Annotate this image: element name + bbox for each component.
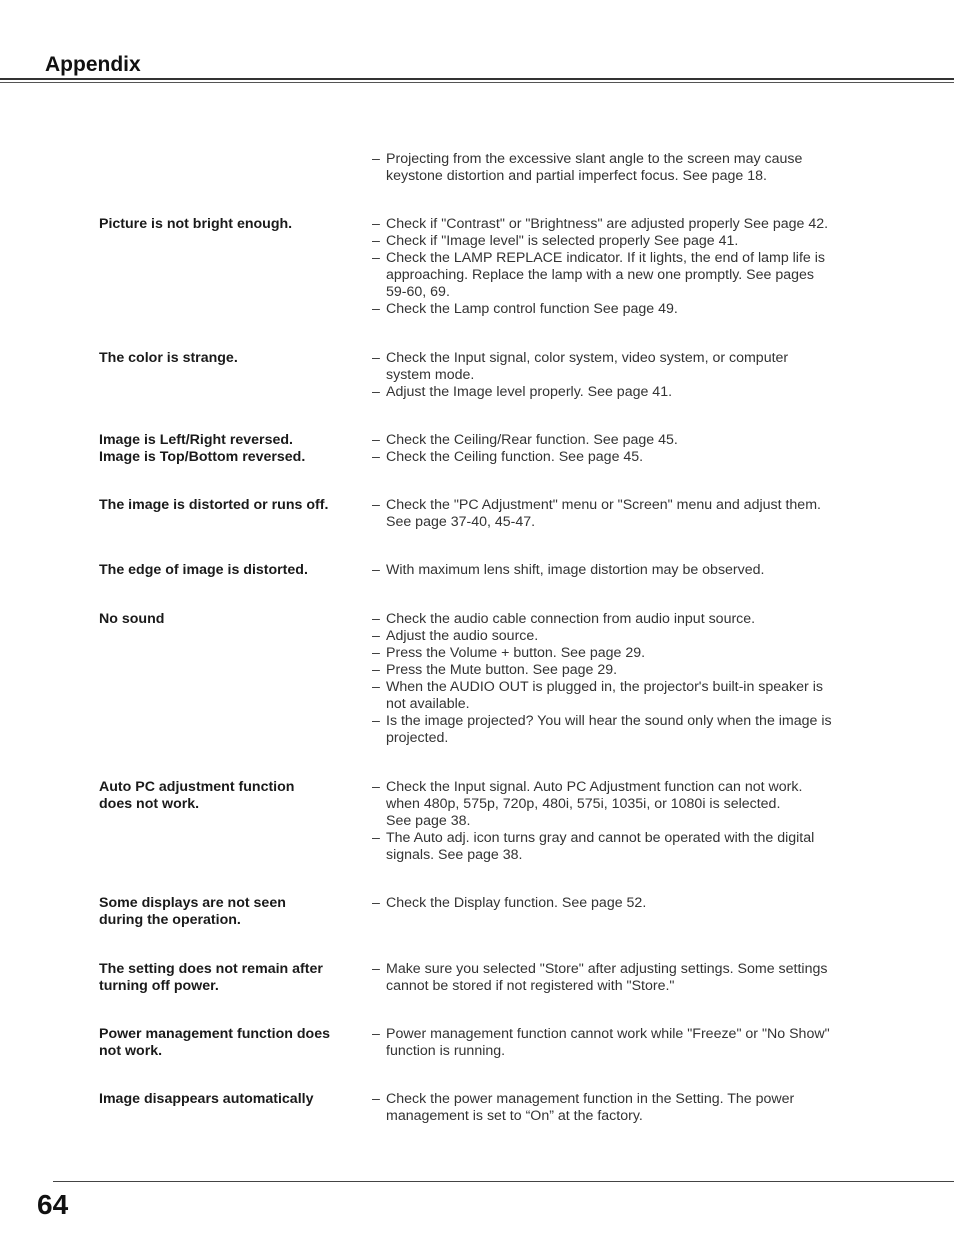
solution-line: Check the audio cable connection from audio input source. — [386, 611, 756, 627]
solution-list — [372, 151, 892, 185]
dash-bullet: – — [372, 895, 380, 911]
problem-line: not work. — [99, 1043, 163, 1059]
problem-line: The color is strange. — [99, 350, 238, 366]
problem-line: Image disappears automatically — [99, 1091, 314, 1107]
solution-text — [386, 628, 892, 645]
solution-line: Projecting from the excessive slant angle to the screen may cause — [386, 151, 803, 167]
dash-bullet: – — [372, 562, 380, 578]
solution-line: Is the image projected? You will hear the sound only when the image is — [386, 713, 832, 729]
problem-label — [99, 1026, 364, 1060]
solution-item — [372, 1026, 892, 1060]
problem-label — [99, 611, 364, 628]
problem-label — [99, 961, 364, 995]
solution-list — [372, 1091, 892, 1125]
solution-item — [372, 895, 892, 912]
solution-line: Check if "Contrast" or "Brightness" are adjusted properly See page 42. — [386, 216, 829, 232]
solution-text — [386, 645, 892, 662]
solution-text — [386, 611, 892, 628]
solution-line: cannot be stored if not registered with "Store." — [386, 978, 675, 994]
solution-list — [372, 497, 892, 531]
solution-line: when 480p, 575p, 720p, 480i, 575i, 1035i, or 1080i is selected. — [386, 796, 781, 812]
solution-line: Check the Ceiling/Rear function. See page 45. — [386, 432, 678, 448]
dash-bullet: – — [372, 432, 380, 448]
solution-line: projected. — [386, 730, 449, 746]
solution-text — [386, 250, 892, 301]
solution-text — [386, 432, 892, 449]
solution-text — [386, 449, 892, 466]
dash-bullet: – — [372, 301, 380, 317]
solution-item — [372, 432, 892, 449]
solution-item — [372, 645, 892, 662]
solution-item — [372, 679, 892, 713]
solution-item — [372, 628, 892, 645]
problem-line: turning off power. — [99, 978, 219, 994]
problem-line: Picture is not bright enough. — [99, 216, 293, 232]
dash-bullet: – — [372, 250, 380, 266]
problem-label — [99, 350, 364, 367]
header-divider — [0, 78, 954, 80]
dash-bullet: – — [372, 645, 380, 661]
solution-text — [386, 713, 892, 747]
solution-text — [386, 384, 892, 401]
solution-line: When the AUDIO OUT is plugged in, the projector's built-in speaker is — [386, 679, 823, 695]
dash-bullet: – — [372, 233, 380, 249]
solution-line: Adjust the Image level properly. See page 41. — [386, 384, 673, 400]
dash-bullet: – — [372, 1091, 380, 1107]
solution-item — [372, 830, 892, 864]
problem-line: Some displays are not seen — [99, 895, 286, 911]
dash-bullet: – — [372, 679, 380, 695]
dash-bullet: – — [372, 611, 380, 627]
problem-line: Power management function does — [99, 1026, 330, 1042]
solution-item — [372, 1091, 892, 1125]
solution-line: not available. — [386, 696, 470, 712]
problem-line: does not work. — [99, 796, 200, 812]
problem-label — [99, 779, 364, 813]
dash-bullet: – — [372, 830, 380, 846]
solution-text — [386, 562, 892, 579]
solution-line: The Auto adj. icon turns gray and cannot be operated with the digital — [386, 830, 815, 846]
solution-text — [386, 216, 892, 233]
solution-line: Check the LAMP REPLACE indicator. If it lights, the end of lamp life is — [386, 250, 825, 266]
solution-line: See page 38. — [386, 813, 471, 829]
solution-line: approaching. Replace the lamp with a new one promptly. See pages — [386, 267, 814, 283]
solution-line: Press the Mute button. See page 29. — [386, 662, 618, 678]
solution-list — [372, 961, 892, 995]
dash-bullet: – — [372, 449, 380, 465]
dash-bullet: – — [372, 961, 380, 977]
problem-label — [99, 497, 364, 514]
solution-item — [372, 662, 892, 679]
problem-label — [99, 562, 364, 579]
problem-line: Auto PC adjustment function — [99, 779, 295, 795]
solution-line: Check the Ceiling function. See page 45. — [386, 449, 644, 465]
solution-line: See page 37-40, 45-47. — [386, 514, 536, 530]
solution-item — [372, 384, 892, 401]
problem-line: The edge of image is distorted. — [99, 562, 308, 578]
dash-bullet: – — [372, 628, 380, 644]
solution-list — [372, 216, 892, 318]
solution-item — [372, 562, 892, 579]
solution-item — [372, 497, 892, 531]
footer-divider — [53, 1181, 954, 1182]
solution-list — [372, 350, 892, 401]
solution-item — [372, 151, 892, 185]
solution-text — [386, 1026, 892, 1060]
solution-text — [386, 233, 892, 250]
solution-list — [372, 1026, 892, 1060]
solution-line: Check the Lamp control function See page 49. — [386, 301, 678, 317]
solution-line: Power management function cannot work while "Freeze" or "No Show" — [386, 1026, 830, 1042]
solution-line: management is set to “On” at the factory. — [386, 1108, 643, 1124]
problem-label — [99, 1091, 364, 1108]
dash-bullet: – — [372, 350, 380, 366]
solution-line: keystone distortion and partial imperfect focus. See page 18. — [386, 168, 767, 184]
problem-label — [99, 432, 364, 466]
dash-bullet: – — [372, 384, 380, 400]
solution-text — [386, 961, 892, 995]
dash-bullet: – — [372, 779, 380, 795]
solution-text — [386, 662, 892, 679]
problem-line: The image is distorted or runs off. — [99, 497, 329, 513]
solution-line: Check the Input signal. Auto PC Adjustment function can not work. — [386, 779, 803, 795]
solution-line: function is running. — [386, 1043, 506, 1059]
solution-text — [386, 497, 892, 531]
solution-line: With maximum lens shift, image distortion may be observed. — [386, 562, 765, 578]
problem-line: The setting does not remain after — [99, 961, 323, 977]
solution-line: Check the Display function. See page 52. — [386, 895, 647, 911]
solution-list — [372, 611, 892, 747]
dash-bullet: – — [372, 151, 380, 167]
solution-list — [372, 562, 892, 579]
dash-bullet: – — [372, 497, 380, 513]
solution-line: Adjust the audio source. — [386, 628, 539, 644]
solution-text — [386, 895, 892, 912]
solution-line: Check if "Image level" is selected properly See page 41. — [386, 233, 739, 249]
solution-list — [372, 779, 892, 864]
solution-line: signals. See page 38. — [386, 847, 523, 863]
header-divider-thin — [0, 82, 954, 83]
solution-text — [386, 151, 892, 185]
solution-item — [372, 779, 892, 830]
solution-item — [372, 611, 892, 628]
problem-line: during the operation. — [99, 912, 241, 928]
solution-line: Make sure you selected "Store" after adjusting settings. Some settings — [386, 961, 828, 977]
solution-line: Check the power management function in the Setting. The power — [386, 1091, 795, 1107]
solution-text — [386, 779, 892, 830]
problem-line: Image is Top/Bottom reversed. — [99, 449, 306, 465]
solution-line: system mode. — [386, 367, 475, 383]
solution-item — [372, 449, 892, 466]
problem-line: No sound — [99, 611, 165, 627]
solution-text — [386, 679, 892, 713]
dash-bullet: – — [372, 216, 380, 232]
solution-text — [386, 1091, 892, 1125]
solution-item — [372, 216, 892, 233]
dash-bullet: – — [372, 713, 380, 729]
page-title: Appendix — [45, 53, 141, 76]
page-number: 64 — [37, 1189, 69, 1220]
solution-item — [372, 350, 892, 384]
solution-item — [372, 301, 892, 318]
solution-item — [372, 713, 892, 747]
dash-bullet: – — [372, 1026, 380, 1042]
solution-list — [372, 895, 892, 912]
dash-bullet: – — [372, 662, 380, 678]
solution-list — [372, 432, 892, 466]
problem-label — [99, 216, 364, 233]
solution-line: Check the "PC Adjustment" menu or "Screen" menu and adjust them. — [386, 497, 821, 513]
solution-line: 59-60, 69. — [386, 284, 450, 300]
problem-line: Image is Left/Right reversed. — [99, 432, 293, 448]
solution-line: Press the Volume + button. See page 29. — [386, 645, 646, 661]
solution-text — [386, 830, 892, 864]
solution-line: Check the Input signal, color system, video system, or computer — [386, 350, 789, 366]
solution-text — [386, 350, 892, 384]
solution-item — [372, 233, 892, 250]
solution-item — [372, 961, 892, 995]
problem-label — [99, 895, 364, 929]
solution-text — [386, 301, 892, 318]
solution-item — [372, 250, 892, 301]
